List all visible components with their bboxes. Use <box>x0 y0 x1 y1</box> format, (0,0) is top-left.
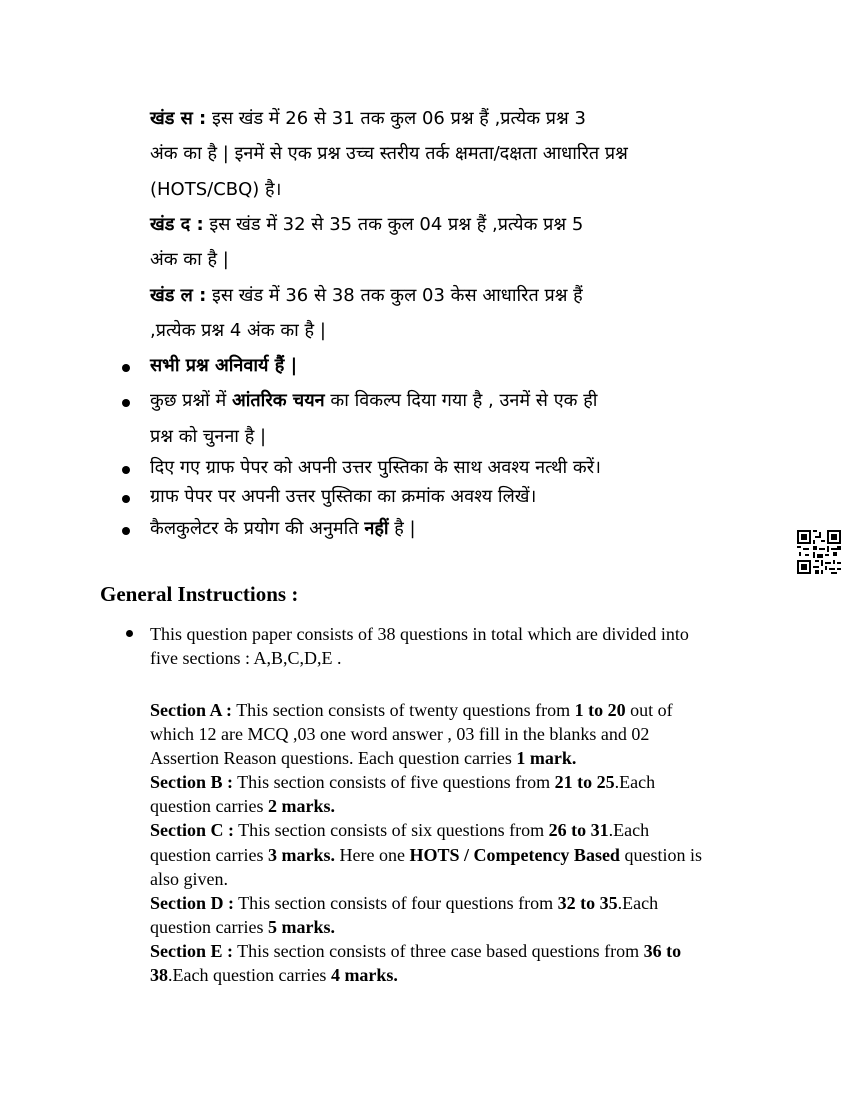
hindi-bullet-internal-choice: कुछ प्रश्नों में आंतरिक चयन का विकल्प दिया गया है , उनमें से एक ही <box>150 390 598 411</box>
hindi-section-d-line1: खंड द : इस खंड में 32 से 35 तक कुल 04 प्रश्न हैं ,प्रत्येक प्रश्न 5 <box>150 214 584 235</box>
hindi-bullet-graph-paper-attach: दिए गए ग्राफ पेपर को अपनी उत्तर पुस्तिका के साथ अवश्य नत्थी करें। <box>150 457 601 478</box>
qr-code-icon <box>797 530 841 574</box>
intro-line2: five sections : A,B,C,D,E . <box>150 648 342 668</box>
general-instructions-title: General Instructions : <box>100 582 299 606</box>
hindi-section-e-line2: ,प्रत्येक प्रश्न 4 अंक का है | <box>150 320 326 341</box>
hindi-section-d-line2: अंक का है | <box>150 249 229 270</box>
section-d-label: Section D : <box>150 893 234 913</box>
section-c-line1: Section C : This section consists of six questions from 26 to 31.Each <box>150 820 650 840</box>
hindi-section-c-label: खंड स : <box>150 108 207 129</box>
hindi-section-e-line1: खंड ल : इस खंड में 36 से 38 तक कुल 03 केस आधारित प्रश्न हैं <box>150 285 583 306</box>
hindi-section-c-line3: (HOTS/CBQ) है। <box>150 179 282 200</box>
section-d-line2: question carries 5 marks. <box>150 917 335 937</box>
hindi-section-c-line2: अंक का है | इनमें से एक प्रश्न उच्च स्तरीय तर्क क्षमता/दक्षता आधारित प्रश्न <box>150 143 628 164</box>
section-a-line2: which 12 are MCQ ,03 one word answer , 03 fill in the blanks and 02 <box>150 724 650 744</box>
section-b-line1: Section B : This section consists of five questions from 21 to 25.Each <box>150 772 656 792</box>
bullet-dot <box>122 399 130 407</box>
bullet-dot <box>122 466 130 474</box>
section-a-label: Section A : <box>150 700 233 720</box>
bullet-dot <box>122 495 130 503</box>
bullet-dot <box>122 364 130 372</box>
bullet-dot <box>126 630 133 637</box>
section-b-line2: question carries 2 marks. <box>150 796 335 816</box>
section-b-label: Section B : <box>150 772 233 792</box>
section-e-line1: Section E : This section consists of three case based questions from 36 to <box>150 941 682 961</box>
section-c-line2: question carries 3 marks. Here one HOTS / Competency Based question is <box>150 845 702 865</box>
hindi-bullet-calculator: कैलकुलेटर के प्रयोग की अनुमति नहीं है | <box>150 518 416 539</box>
hindi-bullet-graph-paper-number: ग्राफ पेपर पर अपनी उत्तर पुस्तिका का क्रमांक अवश्य लिखें। <box>150 486 537 507</box>
hindi-section-d-label: खंड द : <box>150 214 204 235</box>
section-e-label: Section E : <box>150 941 233 961</box>
section-a-line3: Assertion Reason questions. Each question carries 1 mark. <box>150 748 577 768</box>
section-e-line2: 38.Each question carries 4 marks. <box>150 965 398 985</box>
intro-line1: This question paper consists of 38 questions in total which are divided into <box>150 624 689 644</box>
hindi-bullet-all-compulsory: सभी प्रश्न अनिवार्य हैं | <box>150 355 298 376</box>
section-d-line1: Section D : This section consists of four questions from 32 to 35.Each <box>150 893 659 913</box>
section-c-line3: also given. <box>150 869 228 889</box>
hindi-section-c-line1: खंड स : इस खंड में 26 से 31 तक कुल 06 प्रश्न हैं ,प्रत्येक प्रश्न 3 <box>150 108 586 129</box>
hindi-section-e-label: खंड ल : <box>150 285 207 306</box>
hindi-bullet-internal-choice-line2: प्रश्न को चुनना है | <box>150 426 267 447</box>
section-a-line1: Section A : This section consists of twenty questions from 1 to 20 out of <box>150 700 673 720</box>
section-c-label: Section C : <box>150 820 234 840</box>
bullet-dot <box>122 527 130 535</box>
